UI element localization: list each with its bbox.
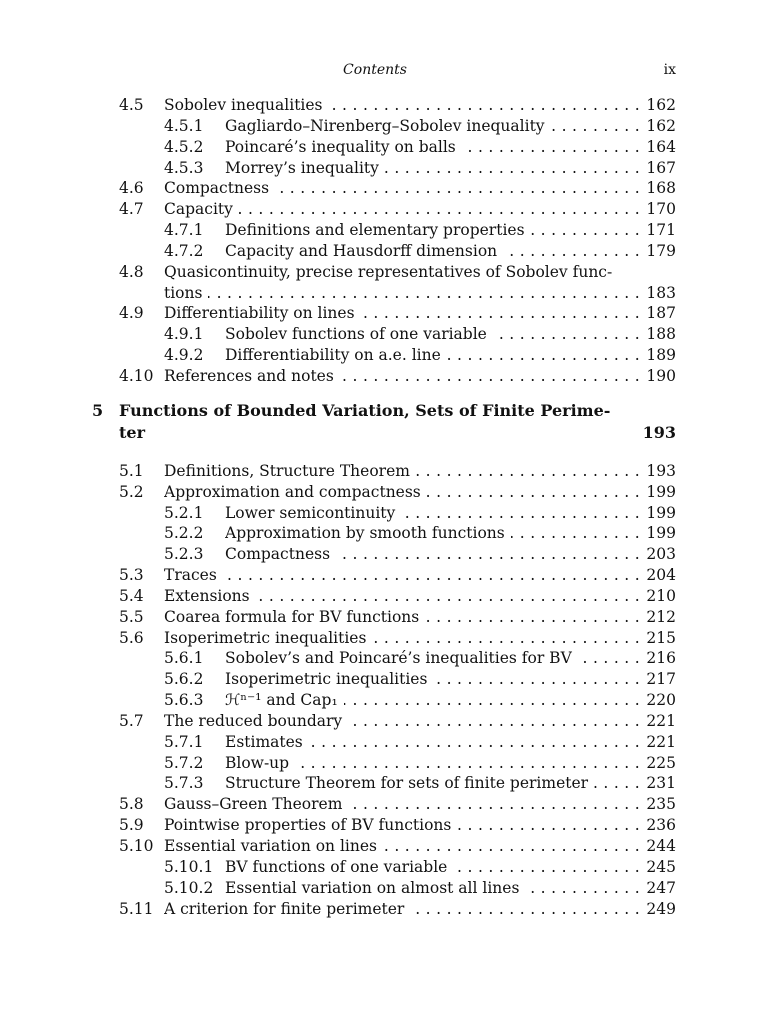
subsection-title: Compactness — [225, 545, 336, 563]
section-title: Traces — [164, 566, 223, 584]
subsection-page: 167 — [646, 158, 676, 177]
toc-entry[interactable] — [0, 836, 768, 857]
toc-entry[interactable] — [0, 711, 768, 732]
subsection-page: 199 — [646, 524, 676, 543]
subsection-number: 5.2.1 — [164, 503, 204, 522]
chapter-heading[interactable] — [0, 400, 768, 444]
toc-entry[interactable] — [0, 732, 768, 753]
section-title: Differentiability on lines — [164, 304, 361, 322]
section-page: 215 — [646, 628, 676, 647]
toc-entry[interactable] — [0, 482, 768, 503]
section-number: 5.6 — [119, 628, 144, 647]
section-title-line2: tions — [164, 284, 208, 302]
subsection-page: 179 — [646, 241, 676, 260]
section-page: 168 — [646, 179, 676, 198]
section-page: 190 — [646, 366, 676, 385]
subsection-title: Lower semicontinuity — [225, 504, 401, 522]
section-number: 5.2 — [119, 482, 144, 501]
section-page: 170 — [646, 200, 676, 219]
section-number: 5.8 — [119, 795, 144, 814]
section-number: 5.9 — [119, 816, 144, 835]
toc-entry[interactable] — [0, 523, 768, 544]
subsection-number: 4.5.1 — [164, 116, 204, 135]
toc-entry[interactable] — [0, 158, 768, 179]
toc-entry[interactable] — [0, 628, 768, 649]
section-number: 5.11 — [119, 899, 154, 918]
subsection-page: 220 — [646, 691, 676, 710]
subsection-page: 171 — [646, 221, 676, 240]
subsection-page: 164 — [646, 137, 676, 156]
toc-entry[interactable] — [0, 607, 768, 628]
subsection-page: 203 — [646, 545, 676, 564]
section-page: 210 — [646, 586, 676, 605]
subsection-number: 5.10.2 — [164, 878, 214, 897]
toc-entry[interactable] — [0, 753, 768, 774]
subsection-number: 5.7.2 — [164, 753, 204, 772]
toc-entry[interactable] — [0, 815, 768, 836]
toc-entry-wrapped-line[interactable] — [0, 262, 768, 283]
subsection-number: 5.7.3 — [164, 774, 204, 793]
subsection-number: 5.7.1 — [164, 732, 204, 751]
section-title: Capacity — [164, 200, 239, 218]
section-title: A criterion for finite perimeter — [164, 900, 410, 918]
section-number: 4.9 — [119, 304, 144, 323]
section-page: 162 — [646, 96, 676, 114]
running-title: Contents — [343, 62, 407, 78]
toc-entry[interactable] — [0, 137, 768, 158]
subsection-number: 4.7.1 — [164, 221, 204, 240]
section-title: References and notes — [164, 367, 340, 385]
section-title: The reduced boundary — [164, 712, 348, 730]
section-title: Essential variation on lines — [164, 837, 383, 855]
subsection-title: Isoperimetric inequalities — [225, 670, 433, 688]
subsection-number: 4.7.2 — [164, 241, 204, 260]
subsection-title: Sobolev functions of one variable — [225, 325, 493, 343]
subsection-title: Definitions and elementary properties — [225, 221, 531, 239]
toc-entry[interactable] — [0, 565, 768, 586]
toc-entry[interactable] — [0, 690, 768, 711]
page-number: ix — [663, 62, 676, 78]
subsection-page: 162 — [646, 116, 676, 135]
chapter-title-line2: ter — [119, 422, 145, 442]
subsection-title: BV functions of one variable — [225, 858, 453, 876]
subsection-page: 217 — [646, 670, 676, 689]
subsection-title: Gagliardo–Nirenberg–Sobolev inequality — [225, 117, 551, 135]
section-title-line1: Quasicontinuity, precise representatives of Sobolev func- — [164, 263, 618, 281]
subsection-page: 188 — [646, 325, 676, 344]
toc-entry[interactable] — [0, 669, 768, 690]
toc-entry[interactable] — [0, 220, 768, 241]
subsection-number: 5.6.3 — [164, 691, 204, 710]
subsection-title: Poincaré’s inequality on balls — [225, 138, 462, 156]
section-number: 5.5 — [119, 607, 144, 626]
section-title: Pointwise properties of BV functions — [164, 816, 457, 834]
toc-entry[interactable] — [0, 324, 768, 345]
section-page: 193 — [646, 461, 676, 480]
section-number: 5.10 — [119, 837, 154, 855]
chapter-number: 5 — [92, 400, 104, 420]
toc-entry[interactable] — [0, 503, 768, 524]
subsection-number: 5.2.2 — [164, 524, 204, 543]
subsection-title: Approximation by smooth functions — [225, 524, 511, 542]
table-of-contents — [0, 95, 768, 919]
toc-entry[interactable] — [0, 95, 768, 116]
subsection-number: 4.9.1 — [164, 325, 204, 344]
subsection-number: 5.6.1 — [164, 649, 204, 668]
toc-entry[interactable] — [0, 241, 768, 262]
subsection-number: 5.6.2 — [164, 670, 204, 689]
toc-entry[interactable] — [0, 544, 768, 565]
chapter-title-line1: Functions of Bounded Variation, Sets of Finite Perime- — [119, 400, 611, 420]
subsection-title: Sobolev’s and Poincaré’s inequalities for BV — [225, 649, 578, 667]
subsection-page: 247 — [646, 878, 676, 897]
section-number: 4.8 — [119, 262, 144, 281]
subsection-page: 221 — [646, 732, 676, 751]
section-page: 236 — [646, 816, 676, 835]
subsection-number: 4.5.2 — [164, 137, 204, 156]
toc-entry[interactable] — [0, 773, 768, 794]
subsection-title: Morrey’s inequality — [225, 159, 385, 177]
subsection-number: 5.2.3 — [164, 545, 204, 564]
subsection-page: 199 — [646, 503, 676, 522]
section-title: Sobolev inequalities — [164, 96, 329, 114]
section-page: 183 — [646, 283, 676, 302]
section-page: 221 — [646, 711, 676, 730]
subsection-title: Blow-up — [225, 754, 295, 772]
section-number: 4.6 — [119, 179, 144, 198]
subsection-number: 5.10.1 — [164, 857, 214, 876]
section-page: 212 — [646, 607, 676, 626]
section-number: 5.3 — [119, 566, 144, 585]
subsection-page: 245 — [646, 857, 676, 876]
section-number: 4.10 — [119, 366, 154, 385]
section-number: 4.7 — [119, 200, 144, 219]
section-page: 199 — [646, 482, 676, 501]
subsection-page: 216 — [646, 649, 676, 668]
toc-entry[interactable] — [0, 857, 768, 878]
toc-entry[interactable] — [0, 116, 768, 137]
toc-entry[interactable] — [0, 899, 768, 920]
toc-entry[interactable] — [0, 345, 768, 366]
subsection-page: 231 — [646, 774, 676, 793]
chapter-page: 193 — [642, 422, 676, 442]
subsection-title: Estimates — [225, 733, 309, 751]
subsection-number: 4.9.2 — [164, 346, 204, 365]
section-number: 5.1 — [119, 461, 144, 480]
section-number: 5.7 — [119, 711, 144, 730]
section-title: Isoperimetric inequalities — [164, 629, 372, 647]
section-title: Approximation and compactness — [164, 483, 427, 501]
toc-entry[interactable] — [0, 586, 768, 607]
toc-entry[interactable] — [0, 366, 768, 387]
subsection-title: Differentiability on a.e. line — [225, 346, 447, 364]
section-page: 249 — [646, 899, 676, 918]
subsection-title: Capacity and Hausdorff dimension — [225, 242, 503, 260]
toc-entry[interactable] — [0, 199, 768, 220]
toc-entry[interactable] — [0, 178, 768, 199]
section-title: Compactness — [164, 179, 275, 197]
toc-entry[interactable] — [0, 303, 768, 324]
section-number: 4.5 — [119, 96, 144, 114]
toc-entry[interactable] — [0, 461, 768, 482]
toc-entry-continuation[interactable] — [0, 283, 768, 304]
toc-entry[interactable] — [0, 794, 768, 815]
section-title: Coarea formula for BV functions — [164, 608, 425, 626]
subsection-number: 4.5.3 — [164, 158, 204, 177]
section-number: 5.4 — [119, 586, 144, 605]
section-title: Gauss–Green Theorem — [164, 795, 348, 813]
subsection-title: ℋⁿ⁻¹ and Cap₁ — [225, 691, 344, 709]
subsection-title: Essential variation on almost all lines — [225, 879, 525, 897]
toc-entry[interactable] — [0, 648, 768, 669]
running-head — [0, 62, 768, 84]
section-page: 244 — [646, 837, 676, 855]
section-page: 187 — [646, 304, 676, 323]
section-page: 235 — [646, 795, 676, 814]
subsection-page: 225 — [646, 753, 676, 772]
section-page: 204 — [646, 566, 676, 585]
subsection-page: 189 — [646, 346, 676, 365]
section-title: Definitions, Structure Theorem — [164, 462, 416, 480]
toc-entry[interactable] — [0, 878, 768, 899]
subsection-title: Structure Theorem for sets of finite perimeter — [225, 774, 594, 792]
section-title: Extensions — [164, 587, 256, 605]
